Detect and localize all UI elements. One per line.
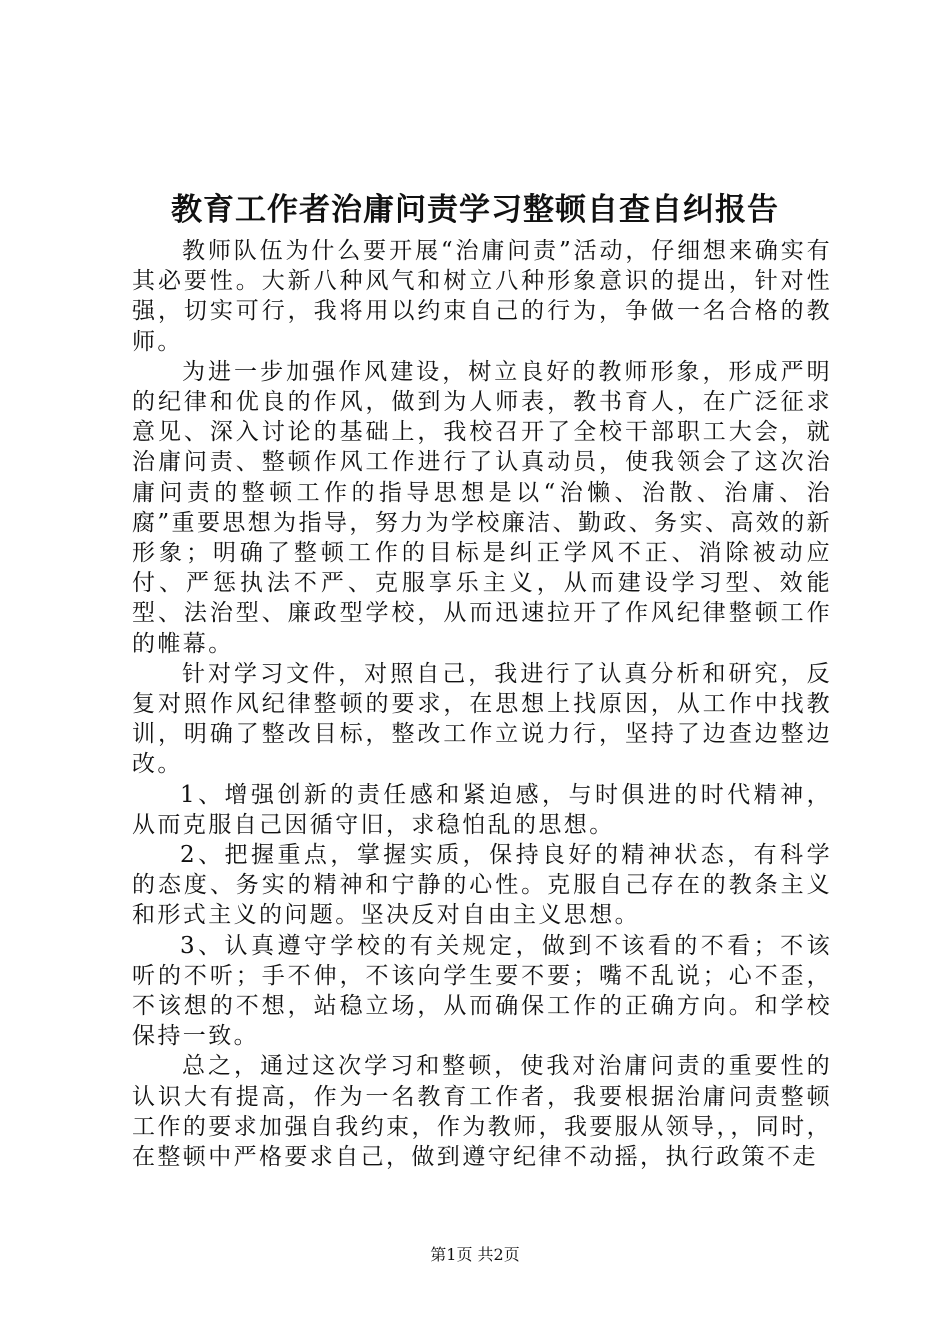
document-body bbox=[132, 236, 832, 1172]
list-item: 2、把握重点，掌握实质，保持良好的精神状态，有科学的态度、务实的精神和宁静的心性。克服自己存在的教条主义和形式主义的问题。坚决反对自由主义思想。 bbox=[132, 842, 832, 929]
list-item: 1、增强创新的责任感和紧迫感，与时俱进的时代精神，从而克服自己因循守旧，求稳怕乱的思想。 bbox=[132, 781, 832, 838]
list-item: 3、认真遵守学校的有关规定，做到不该看的不看；不该听的不听；手不伸，不该向学生要不要；嘴不乱说；心不歪，不该想的不想，站稳立场，从而确保工作的正确方向。和学校保持一致。 bbox=[132, 932, 832, 1050]
page-number-footer: 第1页 共2页 bbox=[430, 1245, 520, 1264]
paragraph-background: 为进一步加强作风建设，树立良好的教师形象，形成严明的纪律和优良的作风，做到为人师表，教书育人，在广泛征求意见、深入讨论的基础上，我校召开了全校干部职工大会，就治庸问责、整顿作风工作进行了认真动员，使我领会了这次治庸问责的整顿工作的指导思想是以“治懒、治散、治庸、治腐”重要思想为指导，努力为学校廉洁、勤政、务实、高效的新形象；明确了整顿工作的目标是纠正学风不正、消除被动应付、严惩执法不严、克服享乐主义，从而建设学习型、效能型、法治型、廉政型学校，从而迅速拉开了作风纪律整顿工作的帷幕。 bbox=[132, 358, 832, 657]
paragraph-analysis: 针对学习文件，对照自己，我进行了认真分析和研究，反复对照作风纪律整顿的要求，在思想上找原因，从工作中找教训，明确了整改目标，整改工作立说力行，坚持了边查边整边改。 bbox=[132, 660, 832, 778]
paragraph-conclusion: 总之，通过这次学习和整顿，使我对治庸问责的重要性的认识大有提高，作为一名教育工作者，我要根据治庸问责整顿工作的要求加强自我约束，作为教师，我要服从领导，，同时，在整顿中严格要求自己，做到遵守纪律不动摇，执行政策不走 bbox=[132, 1053, 832, 1171]
paragraph-intro: 教师队伍为什么要开展“治庸问责”活动，仔细想来确实有其必要性。大新八种风气和树立八种形象意识的提出，针对性强，切实可行，我将用以约束自己的行为，争做一名合格的教师。 bbox=[132, 238, 832, 355]
document-title: 教育工作者治庸问责学习整顿自查自纠报告 bbox=[171, 192, 779, 228]
